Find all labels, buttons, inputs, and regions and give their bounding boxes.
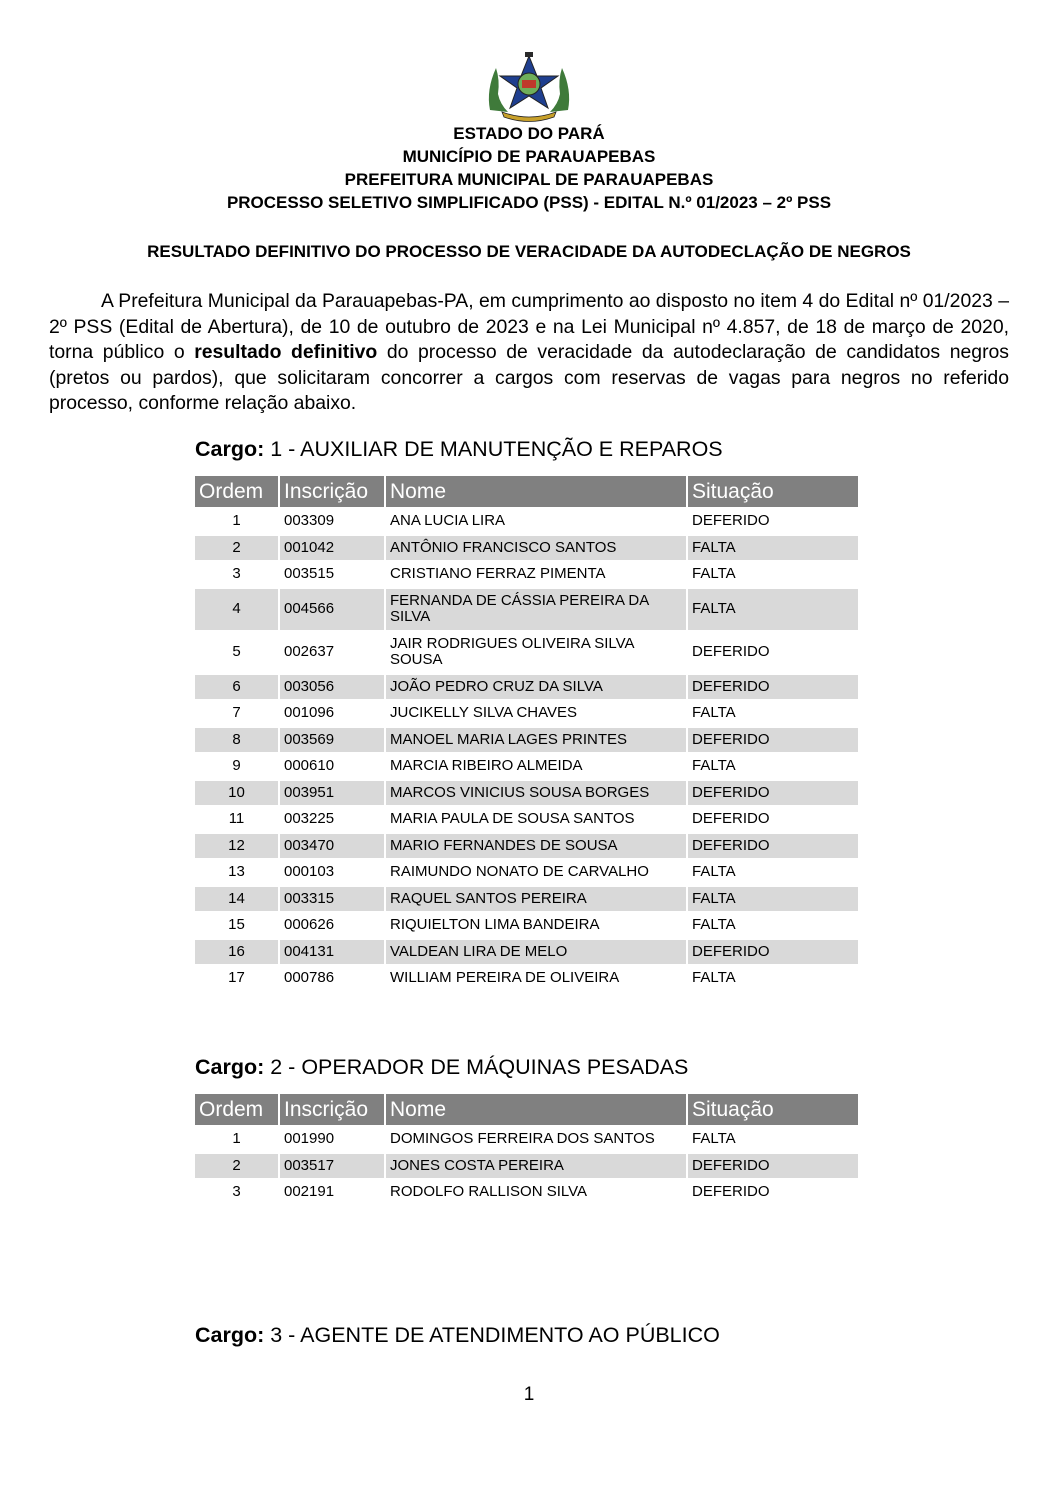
header-process: PROCESSO SELETIVO SIMPLIFICADO (PSS) - EDITAL N.º 01/2023 – 2º PSS — [226, 193, 832, 212]
cell-inscricao: 000786 — [279, 965, 385, 991]
cargo-heading — [195, 1323, 720, 1348]
column-header-ordem: Ordem — [195, 476, 279, 508]
column-header-inscricao: Inscrição — [279, 476, 385, 508]
cell-situacao: FALTA — [687, 912, 858, 939]
cell-situacao: DEFERIDO — [687, 806, 858, 833]
table-row — [195, 780, 858, 807]
table-row — [195, 1126, 858, 1153]
table-row — [195, 700, 858, 727]
cell-ordem: 6 — [195, 674, 279, 701]
cell-ordem: 7 — [195, 700, 279, 727]
results-table — [195, 476, 858, 991]
cell-situacao: FALTA — [687, 1126, 858, 1153]
cell-inscricao: 002637 — [279, 631, 385, 674]
results-table — [195, 1094, 858, 1205]
cell-situacao: FALTA — [687, 886, 858, 913]
cell-situacao: DEFERIDO — [687, 780, 858, 807]
cell-nome: ANA LUCIA LIRA — [385, 508, 687, 535]
cell-inscricao: 000610 — [279, 753, 385, 780]
cell-nome: MANOEL MARIA LAGES PRINTES — [385, 727, 687, 754]
table-row — [195, 939, 858, 966]
cargo-label: Cargo: — [195, 437, 265, 461]
cell-situacao: FALTA — [687, 588, 858, 631]
cell-inscricao: 003470 — [279, 833, 385, 860]
cell-ordem: 2 — [195, 535, 279, 562]
cell-inscricao: 003056 — [279, 674, 385, 701]
table-row — [195, 631, 858, 674]
document-header — [0, 122, 1058, 214]
column-header-situacao: Situação — [687, 1094, 858, 1126]
cell-nome: VALDEAN LIRA DE MELO — [385, 939, 687, 966]
cell-situacao: FALTA — [687, 859, 858, 886]
cell-nome: RODOLFO RALLISON SILVA — [385, 1179, 687, 1205]
table-row — [195, 1153, 858, 1180]
cargo-title: 2 - OPERADOR DE MÁQUINAS PESADAS — [264, 1055, 689, 1079]
cargo-title: 3 - AGENTE DE ATENDIMENTO AO PÚBLICO — [264, 1323, 720, 1347]
cell-nome: JOÃO PEDRO CRUZ DA SILVA — [385, 674, 687, 701]
cell-nome: RIQUIELTON LIMA BANDEIRA — [385, 912, 687, 939]
cell-situacao: FALTA — [687, 561, 858, 588]
cell-inscricao: 002191 — [279, 1179, 385, 1205]
coat-of-arms-icon — [482, 50, 576, 122]
cell-nome: MARIO FERNANDES DE SOUSA — [385, 833, 687, 860]
cell-inscricao: 003225 — [279, 806, 385, 833]
table-row — [195, 588, 858, 631]
column-header-inscricao: Inscrição — [279, 1094, 385, 1126]
cell-situacao: FALTA — [687, 753, 858, 780]
cell-inscricao: 003315 — [279, 886, 385, 913]
cell-inscricao: 003515 — [279, 561, 385, 588]
cell-nome: RAIMUNDO NONATO DE CARVALHO — [385, 859, 687, 886]
header-municipality: MUNICÍPIO DE PARAUAPEBAS — [402, 147, 656, 166]
table-row — [195, 727, 858, 754]
cell-nome: MARCOS VINICIUS SOUSA BORGES — [385, 780, 687, 807]
cell-nome: MARCIA RIBEIRO ALMEIDA — [385, 753, 687, 780]
column-header-nome: Nome — [385, 476, 687, 508]
cell-ordem: 11 — [195, 806, 279, 833]
column-header-nome: Nome — [385, 1094, 687, 1126]
cell-situacao: FALTA — [687, 535, 858, 562]
cell-situacao: FALTA — [687, 965, 858, 991]
cell-inscricao: 000103 — [279, 859, 385, 886]
cell-ordem: 1 — [195, 508, 279, 535]
cell-ordem: 14 — [195, 886, 279, 913]
cell-situacao: DEFERIDO — [687, 833, 858, 860]
cell-inscricao: 003517 — [279, 1153, 385, 1180]
table-row — [195, 912, 858, 939]
cell-nome: FERNANDA DE CÁSSIA PEREIRA DA SILVA — [385, 588, 687, 631]
document-subtitle: RESULTADO DEFINITIVO DO PROCESSO DE VERACIDADE DA AUTODECLAÇÃO DE NEGROS — [147, 242, 911, 261]
cell-ordem: 17 — [195, 965, 279, 991]
cell-situacao: DEFERIDO — [687, 674, 858, 701]
cell-ordem: 3 — [195, 1179, 279, 1205]
cell-ordem: 16 — [195, 939, 279, 966]
cell-inscricao: 003309 — [279, 508, 385, 535]
cell-ordem: 8 — [195, 727, 279, 754]
cargo-label: Cargo: — [195, 1323, 265, 1347]
table-row — [195, 561, 858, 588]
cell-nome: DOMINGOS FERREIRA DOS SANTOS — [385, 1126, 687, 1153]
column-header-ordem: Ordem — [195, 1094, 279, 1126]
cell-nome: WILLIAM PEREIRA DE OLIVEIRA — [385, 965, 687, 991]
cell-nome: RAQUEL SANTOS PEREIRA — [385, 886, 687, 913]
cell-inscricao: 001990 — [279, 1126, 385, 1153]
cell-ordem: 10 — [195, 780, 279, 807]
table-row — [195, 535, 858, 562]
intro-paragraph — [49, 289, 1009, 417]
table-row — [195, 753, 858, 780]
cargo-label: Cargo: — [195, 1055, 265, 1079]
cell-ordem: 5 — [195, 631, 279, 674]
cell-ordem: 3 — [195, 561, 279, 588]
cell-inscricao: 004131 — [279, 939, 385, 966]
cargo-title: 1 - AUXILIAR DE MANUTENÇÃO E REPAROS — [264, 437, 723, 461]
cell-ordem: 1 — [195, 1126, 279, 1153]
cell-inscricao: 003569 — [279, 727, 385, 754]
cell-ordem: 2 — [195, 1153, 279, 1180]
intro-text-1: A Prefeitura Municipal da Parauapebas-PA, em cumprimento ao disposto no item 4 do Edital nº 01/2023 – 2º PSS (Edital de Abertura), de 10 de outubro de 2023 e na Lei Municipal nº 4.857, de 18 de março de 2020, torna público o — [49, 290, 1009, 364]
header-state: ESTADO DO PARÁ — [453, 124, 605, 143]
header-city-hall: PREFEITURA MUNICIPAL DE PARAUAPEBAS — [344, 170, 714, 189]
cell-situacao: DEFERIDO — [687, 631, 858, 674]
cell-inscricao: 000626 — [279, 912, 385, 939]
table-row — [195, 886, 858, 913]
cell-ordem: 12 — [195, 833, 279, 860]
cargo-heading — [195, 1055, 688, 1080]
cell-situacao: DEFERIDO — [687, 1179, 858, 1205]
intro-bold-text: resultado definitivo — [194, 341, 378, 364]
cell-inscricao: 001042 — [279, 535, 385, 562]
cell-nome: ANTÔNIO FRANCISCO SANTOS — [385, 535, 687, 562]
cell-inscricao: 004566 — [279, 588, 385, 631]
table-row — [195, 1179, 858, 1205]
intro-text-2: do processo de veracidade da autodeclaração de candidatos negros (pretos ou pardos), que solicitaram concorrer a cargos com reservas de vagas para negros no referido processo, conforme relação abaixo. — [49, 341, 1009, 415]
cell-situacao: FALTA — [687, 700, 858, 727]
table-row — [195, 965, 858, 991]
cell-nome: JUCIKELLY SILVA CHAVES — [385, 700, 687, 727]
column-header-situacao: Situação — [687, 476, 858, 508]
cell-nome: JAIR RODRIGUES OLIVEIRA SILVA SOUSA — [385, 631, 687, 674]
page-number: 1 — [523, 1384, 535, 1405]
table-row — [195, 508, 858, 535]
table-row — [195, 833, 858, 860]
cell-inscricao: 003951 — [279, 780, 385, 807]
cell-ordem: 15 — [195, 912, 279, 939]
cell-nome: JONES COSTA PEREIRA — [385, 1153, 687, 1180]
cell-ordem: 9 — [195, 753, 279, 780]
cell-ordem: 4 — [195, 588, 279, 631]
cargo-heading — [195, 437, 723, 462]
cell-ordem: 13 — [195, 859, 279, 886]
cell-situacao: DEFERIDO — [687, 727, 858, 754]
table-row — [195, 674, 858, 701]
cell-nome: MARIA PAULA DE SOUSA SANTOS — [385, 806, 687, 833]
table-row — [195, 859, 858, 886]
cell-inscricao: 001096 — [279, 700, 385, 727]
cell-nome: CRISTIANO FERRAZ PIMENTA — [385, 561, 687, 588]
cell-situacao: DEFERIDO — [687, 1153, 858, 1180]
cell-situacao: DEFERIDO — [687, 508, 858, 535]
table-row — [195, 806, 858, 833]
cell-situacao: DEFERIDO — [687, 939, 858, 966]
